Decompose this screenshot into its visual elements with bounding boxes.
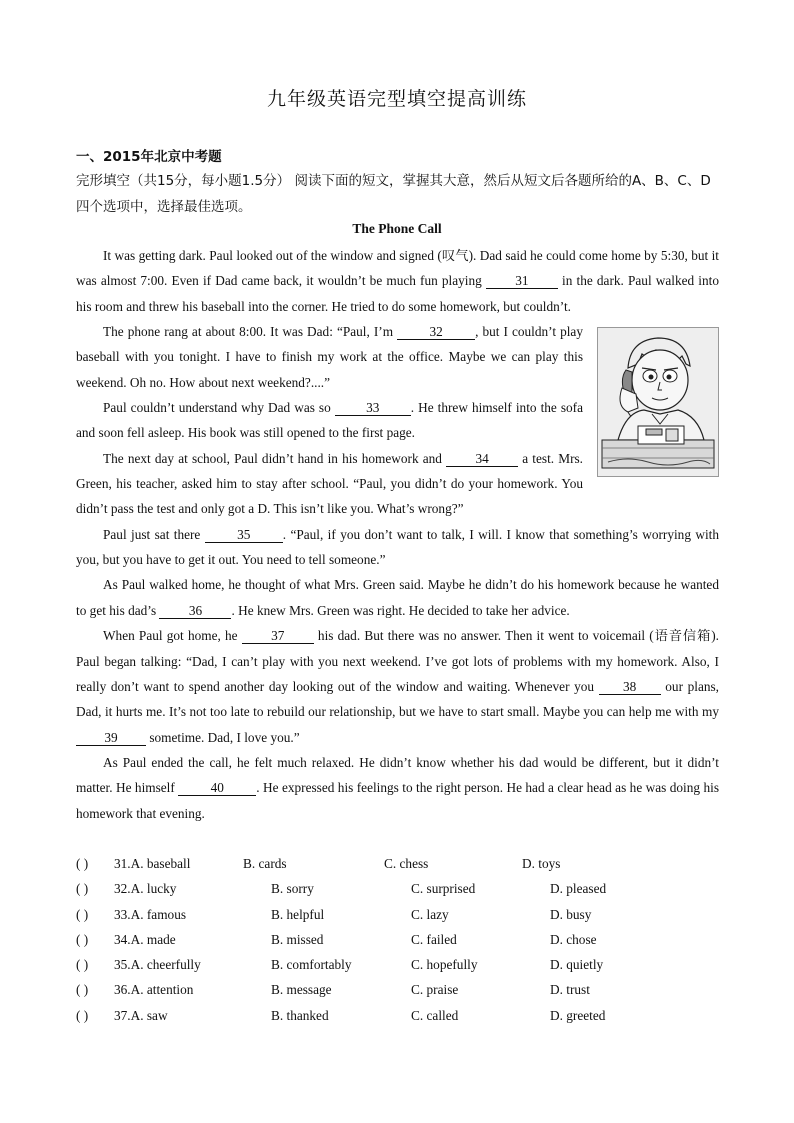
option-a: 31.A. baseball	[114, 856, 191, 871]
blank-33: 33	[335, 401, 411, 416]
question-row	[76, 952, 718, 977]
answer-slot[interactable]: ( )	[76, 957, 89, 973]
answer-slot[interactable]: ( )	[76, 982, 89, 998]
passage-paragraph: The phone rang at about 8:00. It was Dad: “Paul, I’m 32 , but I couldn’t play baseball with you tonight. I have to finish my work at the office. Maybe we can play this weekend. Oh no. How about next weekend?....”	[76, 324, 583, 390]
answer-slot[interactable]: ( )	[76, 906, 89, 922]
option-b: B. cards	[243, 856, 287, 871]
blank-36: 36	[159, 604, 231, 619]
blank-35: 35	[205, 528, 283, 543]
passage-paragraph: As Paul walked home, he thought of what Mrs. Green said. Maybe he didn’t do his homework because he wanted to get his dad’s 36 . He knew Mrs. Green was right. He decided to take her advice.	[76, 577, 719, 618]
passage-paragraph: As Paul ended the call, he felt much relaxed. He didn’t know whether his dad would be different, but it didn’t matter. He himself 40 . He expressed his feelings to the right person. He had a clear head as he was doing his homework that evening.	[76, 754, 719, 821]
option-a: 36.A. attention	[114, 982, 194, 998]
section-heading: 一、2015年北京中考题	[76, 149, 222, 165]
passage-title: The Phone Call	[352, 221, 442, 236]
answer-slot[interactable]: ( )	[76, 856, 89, 871]
option-c: C. hopefully	[411, 957, 478, 973]
option-a: 34.A. made	[114, 931, 176, 947]
option-d: D. quietly	[550, 957, 604, 973]
answer-slot[interactable]: ( )	[76, 1007, 89, 1023]
boy-on-phone-drawing	[598, 328, 718, 476]
option-b: B. thanked	[271, 1007, 329, 1023]
blank-38: 38	[599, 680, 661, 695]
question-row	[76, 876, 718, 901]
passage-paragraph: The next day at school, Paul didn’t hand in his homework and 34 a test. Mrs. Green, his teacher, asked him to stay after school. “Paul, you didn’t do your homework. You didn’t pass the test and only got a D. This isn’t like you. What’s wrong?”	[76, 450, 583, 517]
blank-34: 34	[446, 452, 518, 467]
answer-slot[interactable]: ( )	[76, 931, 89, 947]
option-c: C. chess	[384, 856, 429, 871]
passage-paragraph: It was getting dark. Paul looked out of the window and signed (叹气). Dad said he could come home by 5:30, but it was almost 7:00. Even if Dad came back, it wouldn’t be much fun playing 31 in the dark. Paul walked into his room and threw his baseball into the corner. He tried to do some homework, but couldn’t.	[76, 248, 719, 314]
passage-paragraph: Paul just sat there 35 . “Paul, if you don’t want to talk, I will. I know that something’s worrying with you, but you have to get it out. You need to tell someone.”	[76, 526, 719, 568]
option-d: D. chose	[550, 931, 597, 947]
question-row	[76, 902, 718, 927]
option-b: B. sorry	[271, 881, 314, 897]
question-row	[76, 927, 718, 952]
option-a: 32.A. lucky	[114, 881, 177, 897]
blank-37: 37	[242, 629, 314, 644]
passage-paragraph: Paul couldn’t understand why Dad was so 33 . He threw himself into the sofa and soon fell asleep. His book was still opened to the first page.	[76, 400, 583, 441]
option-c: C. lazy	[411, 906, 449, 922]
option-b: B. comfortably	[271, 957, 352, 973]
passage-paragraph: When Paul got home, he 37 his dad. But there was no answer. Then it went to voicemail (语音信箱). Paul began talking: “Dad, I can’t play with you next weekend. I’ve got lots of problems with my homework. Also, I really don’t want to spend another day looking out of the window and waiting. Whenever you 38 our plans, Dad, it hurts me. It’s not too late to rebuild our relationship, but we have to start small. Maybe you can help me with my 39 sometime. Dad, I love you.”	[76, 628, 720, 745]
blank-40: 40	[178, 781, 256, 796]
option-d: D. trust	[550, 982, 590, 998]
blank-31: 31	[486, 274, 558, 289]
document-title: 九年级英语完型填空提高训练	[266, 88, 527, 110]
option-a: 35.A. cheerfully	[114, 957, 201, 973]
option-c: C. failed	[411, 931, 457, 947]
passage-body	[76, 243, 719, 826]
question-row	[76, 851, 718, 876]
option-a: 37.A. saw	[114, 1007, 168, 1023]
option-b: B. message	[271, 982, 332, 998]
blank-39: 39	[76, 731, 146, 746]
question-list	[76, 851, 718, 1028]
option-c: C. praise	[411, 982, 459, 998]
option-a: 33.A. famous	[114, 906, 187, 922]
boy-on-phone-illustration	[597, 327, 719, 477]
option-d: D. pleased	[550, 881, 607, 897]
option-d: D. busy	[550, 906, 592, 922]
option-d: D. toys	[522, 856, 561, 871]
instructions-text: 完形填空（共15分，每小题1.5分） 阅读下面的短文，掌握其大意，然后从短文后各题所给的A、B、C、D四个选项中，选择最佳选项。	[76, 173, 711, 215]
option-c: C. called	[411, 1007, 459, 1023]
option-b: B. missed	[271, 931, 324, 947]
option-b: B. helpful	[271, 906, 325, 922]
question-row	[76, 977, 718, 1002]
option-d: D. greeted	[550, 1007, 606, 1023]
answer-slot[interactable]: ( )	[76, 881, 89, 897]
question-row	[76, 1003, 718, 1028]
blank-32: 32	[397, 325, 475, 340]
option-c: C. surprised	[411, 881, 476, 897]
